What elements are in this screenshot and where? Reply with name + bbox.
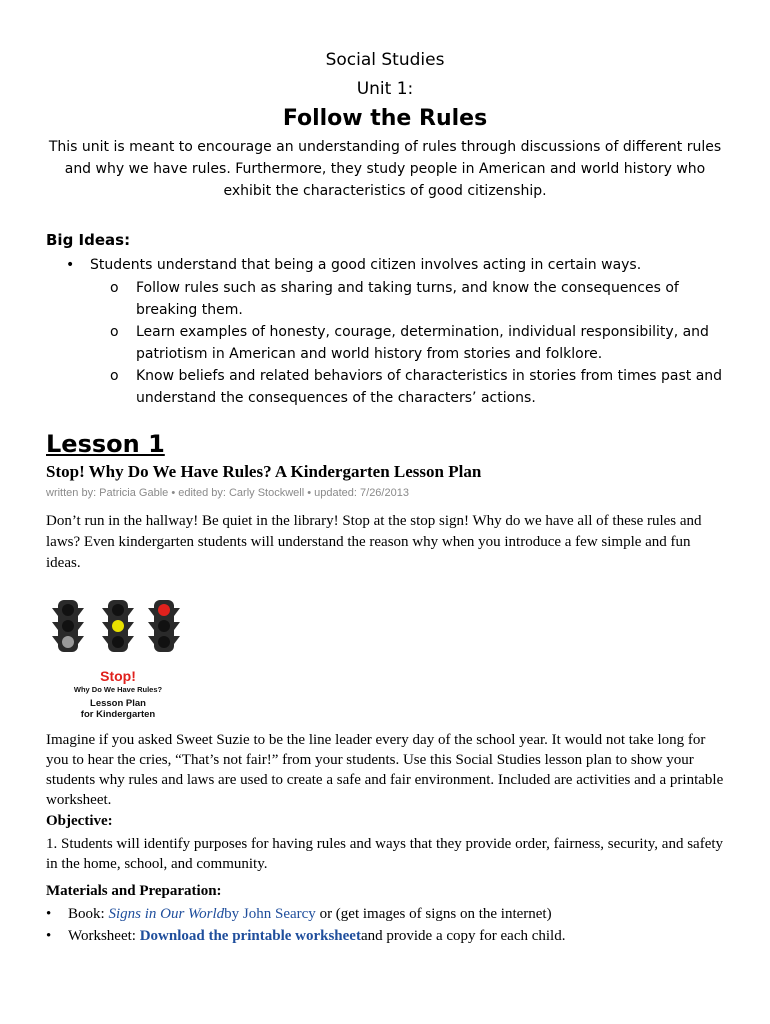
page-title: Follow the Rules bbox=[282, 106, 488, 131]
traffic-light-icon bbox=[52, 600, 84, 652]
materials-heading: Materials and Preparation: bbox=[46, 883, 222, 899]
bullet-marker: • bbox=[46, 906, 52, 922]
objective-heading: Objective: bbox=[46, 813, 113, 829]
sub-item-text: Follow rules such as sharing and taking turns, and know the consequences of breaking them. bbox=[136, 280, 679, 318]
image-caption-line: Lesson Plan bbox=[90, 698, 146, 709]
materials-note: or (get images of signs on the internet) bbox=[315, 906, 552, 922]
big-ideas-heading: Big Ideas: bbox=[46, 231, 131, 249]
image-caption-line: Why Do We Have Rules? bbox=[73, 685, 163, 694]
materials-label: Book: bbox=[68, 906, 109, 922]
unit-intro: This unit is meant to encourage an understanding of rules through discussions of different rules and why we have rules. Furthermore, they study people in American and world history who exhibit the characteristics of good citizenship. bbox=[48, 139, 722, 199]
sub-marker: o bbox=[110, 280, 119, 296]
sub-item-text: Know beliefs and related behaviors of characteristics in stories from times past and understand the consequences of the characters’ actions. bbox=[136, 368, 723, 406]
objective-item: 1. Students will identify purposes for having rules and ways that they provide order, fairness, security, and safety in the home, school, and community. bbox=[46, 836, 724, 872]
book-author-link[interactable]: by John Searcy bbox=[224, 906, 316, 922]
image-stop-text: Stop! bbox=[100, 668, 136, 684]
traffic-light-icon bbox=[148, 600, 180, 652]
unit-heading: Unit 1: bbox=[356, 79, 414, 99]
subject-heading: Social Studies bbox=[325, 50, 445, 70]
bullet-marker: • bbox=[46, 928, 52, 944]
lesson-subtitle: Stop! Why Do We Have Rules? A Kindergarten Lesson Plan bbox=[46, 462, 482, 481]
bullet-text: Students understand that being a good citizen involves acting in certain ways. bbox=[90, 257, 642, 273]
sub-marker: o bbox=[110, 324, 119, 340]
worksheet-download-link[interactable]: Download the printable worksheet bbox=[139, 928, 361, 944]
lesson-heading: Lesson 1 bbox=[46, 430, 165, 458]
book-title-link[interactable]: Signs in Our World bbox=[108, 906, 225, 922]
sub-item-text: Learn examples of honesty, courage, determination, individual responsibility, and patriotism in American and world history from stories and folklore. bbox=[136, 324, 709, 362]
lesson-intro-paragraph: Don’t run in the hallway! Be quiet in the library! Stop at the stop sign! Why do we have all of these rules and laws? Even kindergarten students will understand the reason why when you introduce a few simple and fun ideas. bbox=[46, 513, 702, 571]
materials-note: and provide a copy for each child. bbox=[360, 928, 566, 944]
sub-marker: o bbox=[110, 368, 119, 384]
byline: written by: Patricia Gable • edited by: Carly Stockwell • updated: 7/26/2013 bbox=[46, 487, 409, 499]
materials-label: Worksheet: bbox=[68, 928, 140, 944]
image-caption-line: for Kindergarten bbox=[80, 709, 156, 720]
bullet-marker: • bbox=[66, 257, 75, 273]
traffic-light-illustration bbox=[46, 594, 196, 724]
traffic-light-icon bbox=[102, 600, 134, 652]
lesson-body-paragraph: Imagine if you asked Sweet Suzie to be the line leader every day of the school year. It would not take long for you to hear the cries, “That’s not fair!” from your students. Use this Social Studies lesson plan to show your students why rules and laws are used to create a safe and fair environment. Included are activities and a printable worksheet. bbox=[46, 732, 724, 808]
